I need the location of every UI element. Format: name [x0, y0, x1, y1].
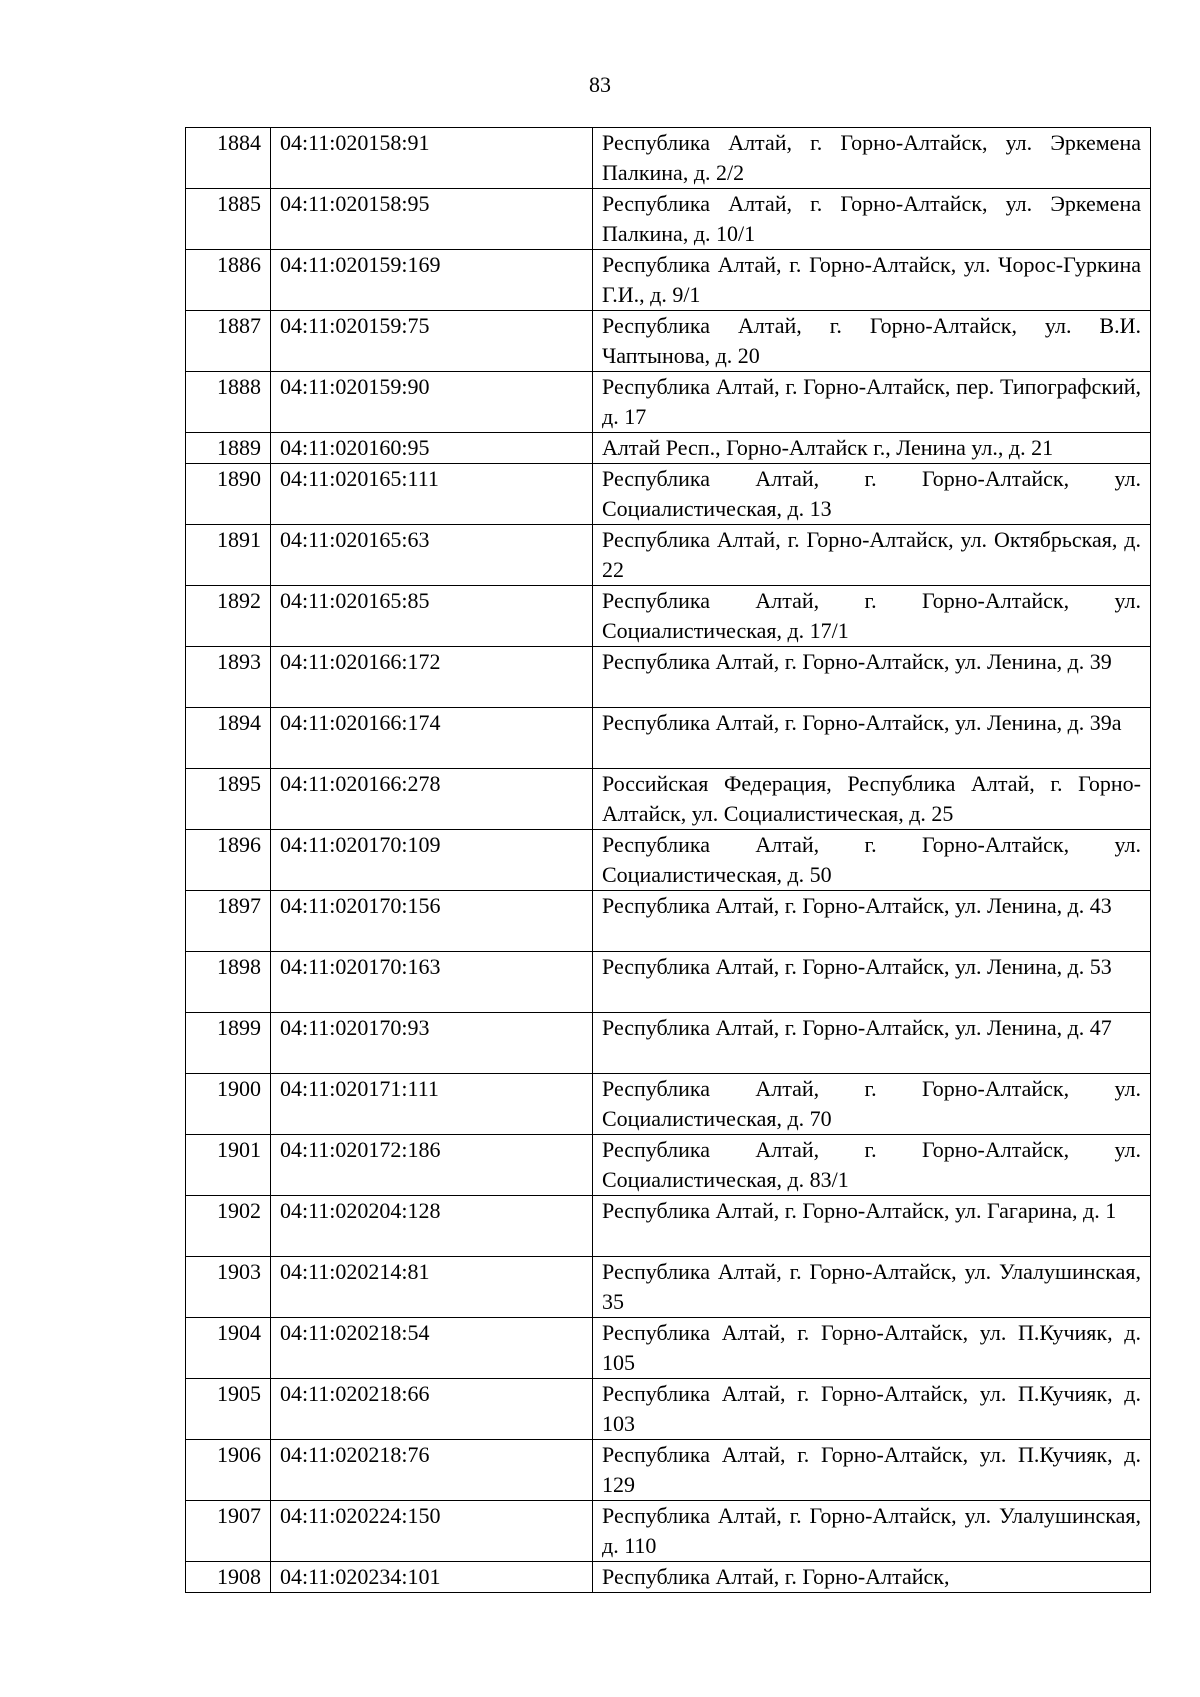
cadastral-number: 04:11:020158:95: [271, 189, 593, 250]
cadastral-number: 04:11:020170:156: [271, 891, 593, 952]
address: Алтай Респ., Горно-Алтайск г., Ленина ул., д. 21: [593, 433, 1151, 464]
cadastral-number: 04:11:020159:75: [271, 311, 593, 372]
row-number: 1888: [186, 372, 271, 433]
table-row: [186, 464, 1151, 525]
address: Республика Алтай, г. Горно-Алтайск, ул. Эркемена Палкина, д. 2/2: [593, 128, 1151, 189]
row-number: 1900: [186, 1074, 271, 1135]
table-row: [186, 1501, 1151, 1562]
row-number: 1891: [186, 525, 271, 586]
cadastral-number: 04:11:020165:111: [271, 464, 593, 525]
cadastral-number: 04:11:020234:101: [271, 1562, 593, 1593]
cadastral-number: 04:11:020159:169: [271, 250, 593, 311]
address: Республика Алтай, г. Горно-Алтайск, ул. Эркемена Палкина, д. 10/1: [593, 189, 1151, 250]
row-number: 1906: [186, 1440, 271, 1501]
address: Республика Алтай, г. Горно-Алтайск, ул. Ленина, д. 39а: [593, 708, 1151, 769]
table-row: [186, 189, 1151, 250]
table-row: [186, 830, 1151, 891]
row-number: 1899: [186, 1013, 271, 1074]
row-number: 1884: [186, 128, 271, 189]
address: Республика Алтай, г. Горно-Алтайск, ул. Ленина, д. 47: [593, 1013, 1151, 1074]
page-number: 83: [589, 72, 611, 97]
cadastral-number: 04:11:020158:91: [271, 128, 593, 189]
cadastral-number: 04:11:020170:163: [271, 952, 593, 1013]
address: Республика Алтай, г. Горно-Алтайск, ул. Гагарина, д. 1: [593, 1196, 1151, 1257]
cadastral-number: 04:11:020170:109: [271, 830, 593, 891]
row-number: 1886: [186, 250, 271, 311]
table-row: [186, 1074, 1151, 1135]
address: Российская Федерация, Республика Алтай, г. Горно-Алтайск, ул. Социалистическая, д. 25: [593, 769, 1151, 830]
cadastral-number: 04:11:020214:81: [271, 1257, 593, 1318]
table-row: [186, 952, 1151, 1013]
table-row: [186, 128, 1151, 189]
table-row: [186, 586, 1151, 647]
table-row: [186, 769, 1151, 830]
row-number: 1898: [186, 952, 271, 1013]
table-row: [186, 1135, 1151, 1196]
row-number: 1889: [186, 433, 271, 464]
table-row: [186, 250, 1151, 311]
cadastral-number: 04:11:020172:186: [271, 1135, 593, 1196]
row-number: 1892: [186, 586, 271, 647]
table-row: [186, 1440, 1151, 1501]
address: Республика Алтай, г. Горно-Алтайск, ул. Чорос-Гуркина Г.И., д. 9/1: [593, 250, 1151, 311]
table-row: [186, 525, 1151, 586]
cadastral-number: 04:11:020159:90: [271, 372, 593, 433]
table-row: [186, 433, 1151, 464]
cadastral-number: 04:11:020218:66: [271, 1379, 593, 1440]
cadastral-number: 04:11:020224:150: [271, 1501, 593, 1562]
cadastral-number: 04:11:020171:111: [271, 1074, 593, 1135]
address: Республика Алтай, г. Горно-Алтайск, ул. П.Кучияк, д. 105: [593, 1318, 1151, 1379]
address: Республика Алтай, г. Горно-Алтайск, пер. Типографский, д. 17: [593, 372, 1151, 433]
row-number: 1890: [186, 464, 271, 525]
cadastral-number: 04:11:020166:174: [271, 708, 593, 769]
table-row: [186, 647, 1151, 708]
address: Республика Алтай, г. Горно-Алтайск, ул. Социалистическая, д. 17/1: [593, 586, 1151, 647]
table-row: [186, 891, 1151, 952]
cadastral-number: 04:11:020166:172: [271, 647, 593, 708]
address: Республика Алтай, г. Горно-Алтайск, ул. Социалистическая, д. 50: [593, 830, 1151, 891]
table-row: [186, 1562, 1151, 1593]
registry-table-body: [186, 128, 1151, 1593]
table-row: [186, 1379, 1151, 1440]
address: Республика Алтай, г. Горно-Алтайск, ул. Улалушинская, д. 110: [593, 1501, 1151, 1562]
table-row: [186, 1318, 1151, 1379]
address: Республика Алтай, г. Горно-Алтайск, ул. Социалистическая, д. 13: [593, 464, 1151, 525]
address: Республика Алтай, г. Горно-Алтайск, ул. Социалистическая, д. 83/1: [593, 1135, 1151, 1196]
row-number: 1908: [186, 1562, 271, 1593]
row-number: 1901: [186, 1135, 271, 1196]
row-number: 1907: [186, 1501, 271, 1562]
table-row: [186, 372, 1151, 433]
cadastral-number: 04:11:020160:95: [271, 433, 593, 464]
table-row: [186, 1257, 1151, 1318]
row-number: 1905: [186, 1379, 271, 1440]
table-row: [186, 708, 1151, 769]
row-number: 1894: [186, 708, 271, 769]
row-number: 1885: [186, 189, 271, 250]
cadastral-number: 04:11:020170:93: [271, 1013, 593, 1074]
cadastral-number: 04:11:020166:278: [271, 769, 593, 830]
cadastral-number: 04:11:020165:63: [271, 525, 593, 586]
row-number: 1897: [186, 891, 271, 952]
cadastral-number: 04:11:020165:85: [271, 586, 593, 647]
table-row: [186, 311, 1151, 372]
registry-table: [185, 127, 1151, 1593]
address: Республика Алтай, г. Горно-Алтайск,: [593, 1562, 1151, 1593]
cadastral-number: 04:11:020218:76: [271, 1440, 593, 1501]
table-row: [186, 1196, 1151, 1257]
row-number: 1902: [186, 1196, 271, 1257]
address: Республика Алтай, г. Горно-Алтайск, ул. Улалушинская, 35: [593, 1257, 1151, 1318]
row-number: 1903: [186, 1257, 271, 1318]
address: Республика Алтай, г. Горно-Алтайск, ул. Ленина, д. 39: [593, 647, 1151, 708]
address: Республика Алтай, г. Горно-Алтайск, ул. Октябрьская, д. 22: [593, 525, 1151, 586]
row-number: 1904: [186, 1318, 271, 1379]
address: Республика Алтай, г. Горно-Алтайск, ул. П.Кучияк, д. 129: [593, 1440, 1151, 1501]
address: Республика Алтай, г. Горно-Алтайск, ул. Ленина, д. 43: [593, 891, 1151, 952]
address: Республика Алтай, г. Горно-Алтайск, ул. В.И. Чаптынова, д. 20: [593, 311, 1151, 372]
address: Республика Алтай, г. Горно-Алтайск, ул. П.Кучияк, д. 103: [593, 1379, 1151, 1440]
cadastral-number: 04:11:020218:54: [271, 1318, 593, 1379]
address: Республика Алтай, г. Горно-Алтайск, ул. Социалистическая, д. 70: [593, 1074, 1151, 1135]
row-number: 1895: [186, 769, 271, 830]
table-row: [186, 1013, 1151, 1074]
row-number: 1887: [186, 311, 271, 372]
row-number: 1893: [186, 647, 271, 708]
cadastral-number: 04:11:020204:128: [271, 1196, 593, 1257]
address: Республика Алтай, г. Горно-Алтайск, ул. Ленина, д. 53: [593, 952, 1151, 1013]
row-number: 1896: [186, 830, 271, 891]
